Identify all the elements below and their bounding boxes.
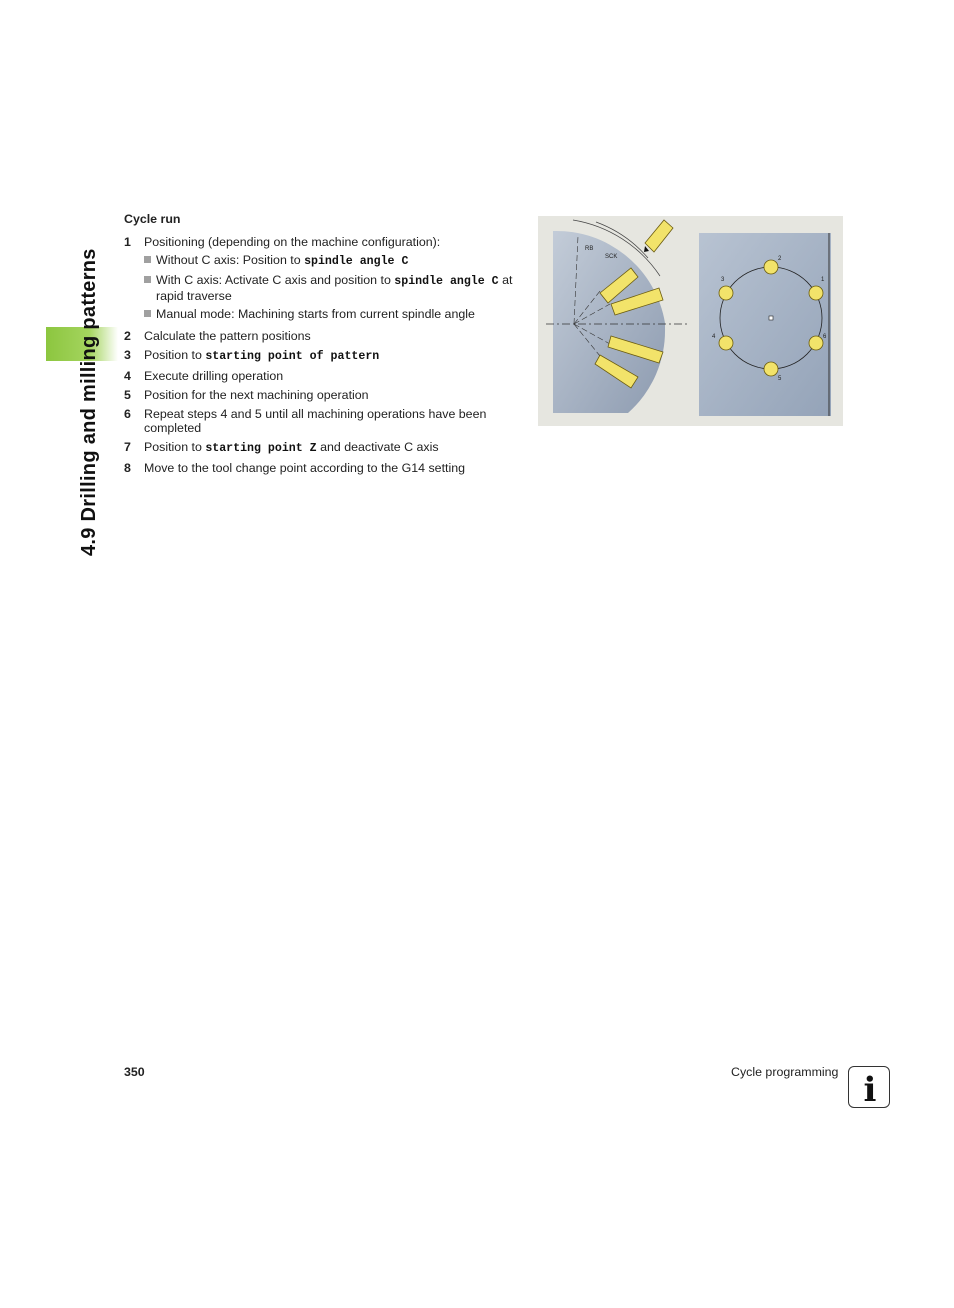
bullet-square-icon: [144, 310, 151, 317]
hole-marker: [764, 260, 778, 274]
step-number: 7: [124, 440, 131, 454]
step-number: 8: [124, 461, 131, 475]
step-text: Repeat steps 4 and 5 until all machining operations have been completed: [144, 407, 487, 435]
rb-label: RB: [585, 246, 594, 252]
hole-marker: [719, 286, 733, 300]
step-3: [124, 348, 524, 364]
svg-text:i: i: [863, 1070, 877, 1109]
hole-marker: [809, 336, 823, 350]
sub-item: [144, 307, 524, 321]
hole-marker: [764, 362, 778, 376]
section-title: 4.9 Drilling and milling patterns: [78, 248, 100, 556]
code-term: spindle angle C: [304, 255, 409, 268]
step-text: Positioning (depending on the machine configuration):: [144, 235, 441, 249]
hole-label: 2: [778, 256, 782, 262]
step-8: [124, 461, 524, 475]
sck-label: SCK: [605, 254, 618, 260]
bullet-square-icon: [144, 276, 151, 283]
step-number: 5: [124, 388, 131, 402]
step-text: Position to: [144, 440, 206, 454]
hole-label: 1: [821, 277, 825, 283]
step-number: 6: [124, 407, 131, 421]
step-number: 3: [124, 348, 131, 362]
step-2: [124, 329, 524, 343]
step-number: 2: [124, 329, 131, 343]
step-text: Position to: [144, 348, 206, 362]
step-7: [124, 440, 524, 456]
step-5: [124, 388, 524, 402]
code-term: starting point of pattern: [205, 350, 380, 363]
info-icon: [848, 1066, 890, 1108]
main-content: [124, 212, 524, 480]
hole-label: 5: [778, 376, 782, 382]
step-4: [124, 369, 524, 383]
code-term: spindle angle C: [394, 275, 499, 288]
hole-label: 4: [712, 334, 716, 340]
step-text: Move to the tool change point according to the G14 setting: [144, 461, 465, 475]
step-text: and deactivate C axis: [316, 440, 439, 454]
hole-label: 3: [721, 277, 725, 283]
sub-text: Without C axis: Position to: [156, 253, 305, 267]
step-text: Position for the next machining operation: [144, 388, 369, 402]
chapter-title: Cycle programming: [731, 1065, 839, 1079]
hole-marker: [719, 336, 733, 350]
step-number: 4: [124, 369, 131, 383]
step-6: [124, 407, 524, 435]
sub-text: at rapid traverse: [156, 273, 513, 303]
front-view-panel: [699, 233, 831, 416]
sub-item: [144, 273, 524, 303]
sub-text: Manual mode: Machining starts from current spindle angle: [156, 307, 475, 321]
sub-text: With C axis: Activate C axis and position to: [156, 273, 395, 287]
step-number: 1: [124, 235, 131, 249]
step-text: Calculate the pattern positions: [144, 329, 311, 343]
drilling-pattern-illustration: [538, 216, 843, 426]
hole-marker: [809, 286, 823, 300]
cycle-run-heading: Cycle run: [124, 212, 181, 226]
hole-label: 6: [823, 334, 827, 340]
step-text: Execute drilling operation: [144, 369, 284, 383]
step-1: [124, 235, 524, 321]
sub-item: [144, 253, 524, 269]
page-number: 350: [124, 1065, 145, 1079]
bullet-square-icon: [144, 256, 151, 263]
code-term: starting point Z: [205, 442, 317, 455]
